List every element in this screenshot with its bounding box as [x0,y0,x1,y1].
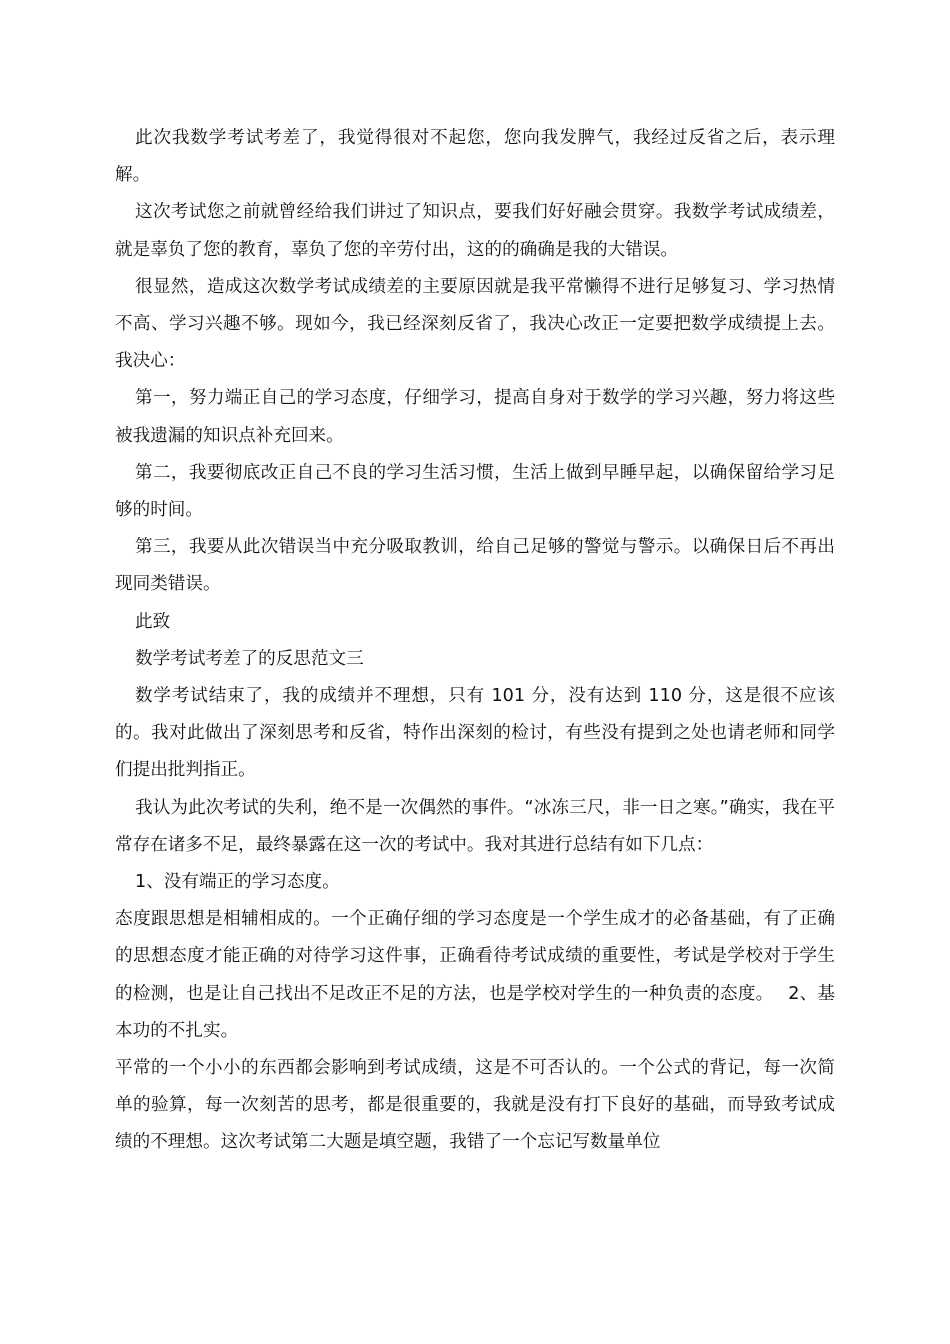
document-body [115,120,835,1162]
paragraph: 这次考试您之前就曾经给我们讲过了知识点，要我们好好融会贯穿。我数学考试成绩差，就是辜负了您的教育，辜负了您的辛劳付出，这的的确确是我的大错误。 [115,202,835,260]
paragraph: 态度跟思想是相辅相成的。一个正确仔细的学习态度是一个学生成才的必备基础，有了正确的思想态度才能正确的对待学习这件事，正确看待考试成绩的重要性，考试是学校对于学生的检测，也是让自己找出不足改正不足的方法，也是学校对学生的一种负责的态度。 2、基本功的不扎实。 [115,909,835,1041]
paragraph: 平常的一个小小的东西都会影响到考试成绩，这是不可否认的。一个公式的背记，每一次简单的验算，每一次刻苦的思考，都是很重要的，我就是没有打下良好的基础，而导致考试成绩的不理想。这次考试第二大题是填空题，我错了一个忘记写数量单位 [115,1058,835,1153]
paragraph: 第一，努力端正自己的学习态度，仔细学习，提高自身对于数学的学习兴趣，努力将这些被我遗漏的知识点补充回来。 [115,388,835,446]
paragraph: 第三，我要从此次错误当中充分吸取教训，给自己足够的警觉与警示。以确保日后不再出现同类错误。 [115,537,835,595]
paragraph: 数学考试结束了，我的成绩并不理想，只有 101 分，没有达到 110 分，这是很不应该的。我对此做出了深刻思考和反省，特作出深刻的检讨，有些没有提到之处也请老师和同学们提出批判指正。 [115,686,835,781]
paragraph: 此次我数学考试考差了，我觉得很对不起您，您向我发脾气，我经过反省之后，表示理解。 [115,128,835,186]
paragraph: 我认为此次考试的失利，绝不是一次偶然的事件。“冰冻三尺，非一日之寒。”确实，我在平常存在诸多不足，最终暴露在这一次的考试中。我对其进行总结有如下几点： [115,797,835,855]
section-title: 数学考试考差了的反思范文三 [135,648,364,669]
list-point: 1、没有端正的学习态度。 [135,872,340,893]
closing-salutation: 此致 [135,611,171,632]
paragraph: 很显然，造成这次数学考试成绩差的主要原因就是我平常懒得不进行足够复习、学习热情不高、学习兴趣不够。现如今，我已经深刻反省了，我决心改正一定要把数学成绩提上去。我决心： [115,276,835,372]
paragraph: 第二，我要彻底改正自己不良的学习生活习惯，生活上做到早睡早起，以确保留给学习足够的时间。 [115,462,835,521]
